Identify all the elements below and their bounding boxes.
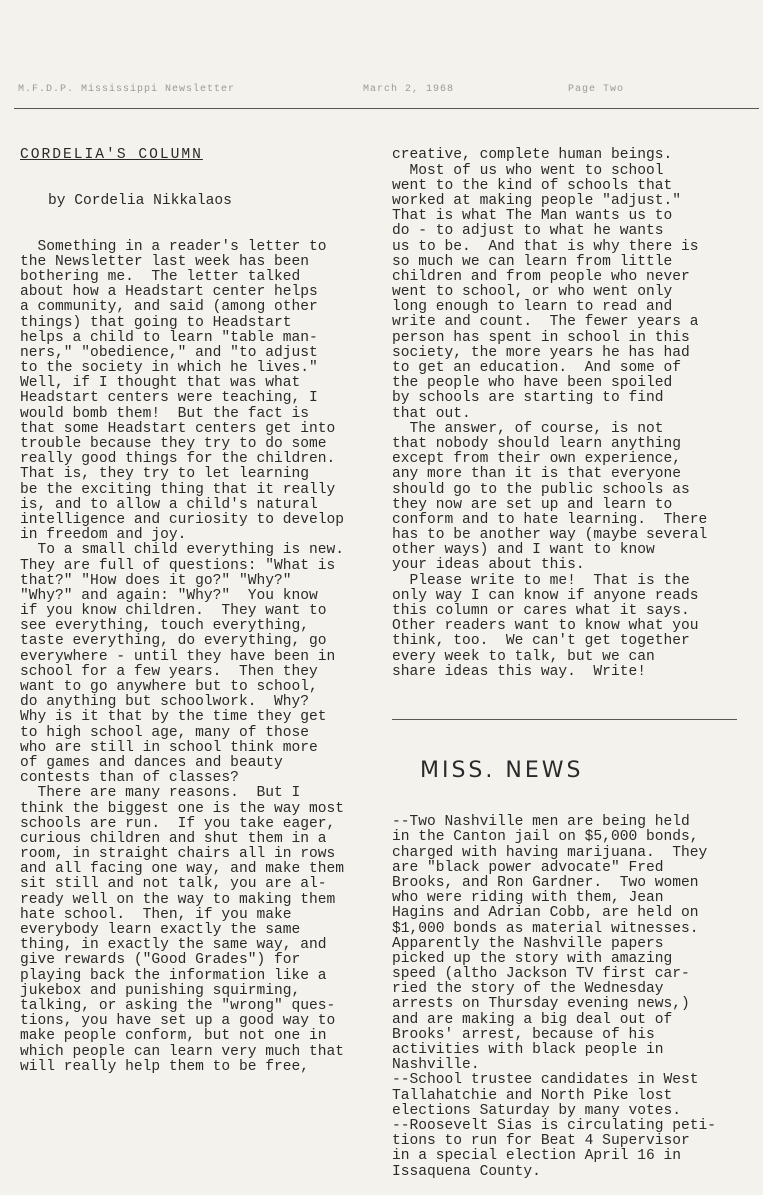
cordelia-column xyxy=(20,118,370,1090)
text-line: To a small child everything is new. xyxy=(20,542,345,559)
text-line: worked at making people "adjust." xyxy=(392,192,682,209)
text-line: thing, in exactly the same way, and xyxy=(20,937,327,954)
news-line: Brooks, and Ron Gardner. Two women xyxy=(392,874,699,891)
news-line: Hagins and Adrian Cobb, are held on xyxy=(392,905,699,922)
news-line: Apparently the Nashville papers xyxy=(392,935,664,952)
news-line: arrests on Thursday evening news,) xyxy=(392,996,690,1013)
text-line: your ideas about this. xyxy=(392,557,585,574)
text-line: about how a Headstart center helps xyxy=(20,284,318,301)
text-line: to high school age, many of those xyxy=(20,724,310,741)
text-line: so much we can learn from little xyxy=(392,253,673,270)
text-line: every week to talk, but we can xyxy=(392,648,655,665)
text-line: is, and to allow a child's natural xyxy=(20,496,318,513)
text-line: except from their own experience, xyxy=(392,451,682,468)
text-line: things) that going to Headstart xyxy=(20,314,292,331)
column-body-right xyxy=(392,148,752,680)
news-line: in a special election April 16 in xyxy=(392,1148,682,1165)
text-line: helps a child to learn "table man- xyxy=(20,329,318,346)
text-line: do anything but schoolwork. Why? xyxy=(20,694,310,711)
column-body-left xyxy=(20,240,370,1075)
text-line: really good things for the children. xyxy=(20,451,336,468)
news-line: ried the story of the Wednesday xyxy=(392,981,664,998)
text-line: curious children and shut them in a xyxy=(20,830,327,847)
issue-date: March 2, 1968 xyxy=(363,84,455,95)
text-line: conform and to hate learning. There xyxy=(392,511,708,528)
header-rule xyxy=(14,108,759,109)
text-line: give rewards ("Good Grades") for xyxy=(20,952,301,969)
text-line: hate school. Then, if you make xyxy=(20,906,292,923)
text-line: share ideas this way. Write! xyxy=(392,663,646,680)
text-line: room, in straight chairs all in rows xyxy=(20,846,336,863)
text-line: taste everything, do everything, go xyxy=(20,633,327,650)
news-line: Issaquena County. xyxy=(392,1163,541,1180)
news-line: picked up the story with amazing xyxy=(392,950,673,967)
text-line: the people who have been spoiled xyxy=(392,375,673,392)
text-line: Well, if I thought that was what xyxy=(20,375,301,392)
text-line: tions, you have set up a good way to xyxy=(20,1013,336,1030)
news-line: --Roosevelt Sias is circulating peti- xyxy=(392,1117,717,1134)
text-line: has to be another way (maybe several xyxy=(392,527,708,544)
section-divider xyxy=(392,719,737,720)
news-line: speed (altho Jackson TV first car- xyxy=(392,966,690,983)
text-line: everybody learn exactly the same xyxy=(20,922,301,939)
text-line: that?" "How does it go?" "Why?" xyxy=(20,572,292,589)
text-line: think, too. We can't get together xyxy=(392,633,690,650)
text-line: that out. xyxy=(392,405,471,422)
text-line: The answer, of course, is not xyxy=(392,420,664,437)
text-line: will really help them to be free, xyxy=(20,1058,310,1075)
news-line: Nashville. xyxy=(392,1057,480,1074)
text-line: by schools are starting to find xyxy=(392,390,664,407)
text-line: the Newsletter last week has been xyxy=(20,253,310,270)
text-line: if you know children. They want to xyxy=(20,603,327,620)
text-line: us to be. And that is why there is xyxy=(392,238,699,255)
news-line: --Two Nashville men are being held xyxy=(392,814,690,831)
text-line: ners," "obedience," and "to adjust xyxy=(20,344,318,361)
text-line: That is, they try to let learning xyxy=(20,466,310,483)
text-line: would bomb them! But the fact is xyxy=(20,405,310,422)
text-line: and all facing one way, and make them xyxy=(20,861,345,878)
text-line: be the exciting thing that it really xyxy=(20,481,336,498)
text-line: they now are set up and learn to xyxy=(392,496,673,513)
news-line: tions to run for Beat 4 Supervisor xyxy=(392,1133,690,1150)
text-line: Please write to me! That is the xyxy=(392,572,690,589)
text-line: "Why?" and again: "Why?" You know xyxy=(20,587,318,604)
text-line: sit still and not talk, you are al- xyxy=(20,876,327,893)
news-line: $1,000 bonds as material witnesses. xyxy=(392,920,699,937)
news-line: and are making a big deal out of xyxy=(392,1011,673,1028)
text-line: went to the kind of schools that xyxy=(392,177,673,194)
text-line: of games and dances and beauty xyxy=(20,754,283,771)
text-line: only way I can know if anyone reads xyxy=(392,587,699,604)
text-line: bothering me. The letter talked xyxy=(20,268,301,285)
text-line: everywhere - until they have been in xyxy=(20,648,336,665)
page-number: Page Two xyxy=(568,84,625,95)
text-line: Most of us who went to school xyxy=(392,162,664,179)
text-line: make people conform, but not one in xyxy=(20,1028,327,1045)
text-line: talking, or asking the "wrong" ques- xyxy=(20,997,336,1014)
text-line: There are many reasons. But I xyxy=(20,785,301,802)
text-line: schools are run. If you take eager, xyxy=(20,815,336,832)
text-line: ready well on the way to making them xyxy=(20,891,336,908)
newsletter-name: M.F.D.P. Mississippi Newsletter xyxy=(18,84,236,95)
text-line: They are full of questions: "What is xyxy=(20,557,336,574)
text-line: any more than it is that everyone xyxy=(392,466,682,483)
news-line: in the Canton jail on $5,000 bonds, xyxy=(392,829,699,846)
text-line: other ways) and I want to know xyxy=(392,542,655,559)
text-line: That is what The Man wants us to xyxy=(392,208,673,225)
text-line: Other readers want to know what you xyxy=(392,618,699,635)
news-line: who were riding with them, Jean xyxy=(392,890,664,907)
text-line: contests than of classes? xyxy=(20,770,239,787)
text-line: Something in a reader's letter to xyxy=(20,238,327,255)
text-line: to the society in which he lives." xyxy=(20,360,318,377)
text-line: playing back the information like a xyxy=(20,967,327,984)
text-line: think the biggest one is the way most xyxy=(20,800,345,817)
text-line: write and count. The fewer years a xyxy=(392,314,699,331)
news-line: Tallahatchie and North Pike lost xyxy=(392,1087,673,1104)
text-line: children and from people who never xyxy=(392,268,690,285)
news-line: charged with having marijuana. They xyxy=(392,844,708,861)
text-line: a community, and said (among other xyxy=(20,299,318,316)
news-line: elections Saturday by many votes. xyxy=(392,1102,682,1119)
text-line: went to school, or who went only xyxy=(392,284,673,301)
text-line: want to go anywhere but to school, xyxy=(20,679,318,696)
text-line: person has spent in school in this xyxy=(392,329,690,346)
text-line: Headstart centers were teaching, I xyxy=(20,390,318,407)
text-line: in freedom and joy. xyxy=(20,527,187,544)
text-line: that some Headstart centers get into xyxy=(20,420,336,437)
text-line: see everything, touch everything, xyxy=(20,618,310,635)
text-line: long enough to learn to read and xyxy=(392,299,673,316)
miss-news-body xyxy=(392,815,752,1180)
news-line: --School trustee candidates in West xyxy=(392,1072,699,1089)
text-line: intelligence and curiosity to develop xyxy=(20,511,345,528)
text-line: which people can learn very much that xyxy=(20,1043,345,1060)
news-line: Brooks' arrest, because of his xyxy=(392,1026,655,1043)
column-title: CORDELIA'S COLUMN xyxy=(20,147,203,164)
text-line: Why is it that by the time they get xyxy=(20,709,327,726)
column-byline: by Cordelia Nikkalaos xyxy=(48,193,232,209)
text-line: should go to the public schools as xyxy=(392,481,690,498)
text-line: who are still in school think more xyxy=(20,739,318,756)
news-line: activities with black people in xyxy=(392,1042,664,1058)
news-line: are "black power advocate" Fred xyxy=(392,859,664,876)
text-line: creative, complete human beings. xyxy=(392,147,673,164)
text-line: that nobody should learn anything xyxy=(392,435,682,452)
text-line: school for a few years. Then they xyxy=(20,663,318,680)
text-line: to get an education. And some of xyxy=(392,360,682,377)
text-line: society, the more years he has had xyxy=(392,344,690,361)
page-header xyxy=(18,84,738,98)
miss-news-heading: MISS. NEWS xyxy=(420,757,584,783)
text-line: trouble because they try to do some xyxy=(20,436,327,453)
text-line: jukebox and punishing squirming, xyxy=(20,982,301,999)
text-line: do - to adjust to what he wants xyxy=(392,223,664,240)
right-column xyxy=(392,118,752,1195)
text-line: this column or cares what it says. xyxy=(392,603,690,620)
